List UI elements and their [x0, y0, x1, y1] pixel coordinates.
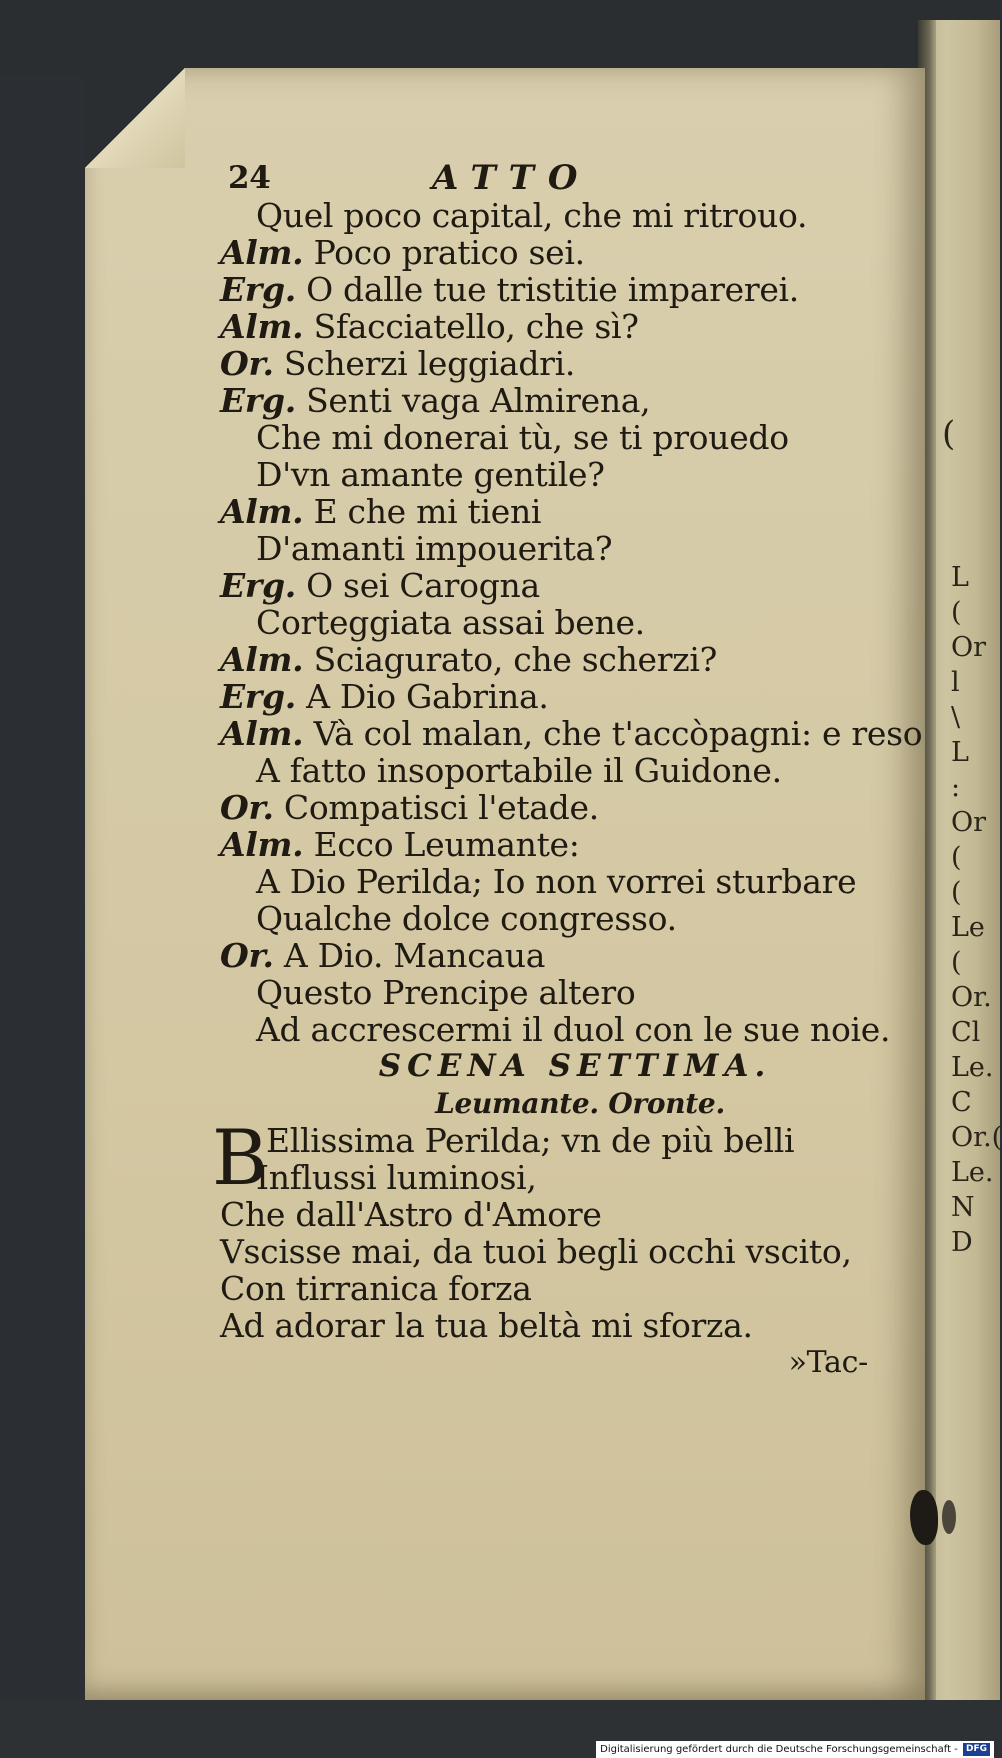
verse-line — [220, 382, 900, 419]
verse-line — [220, 900, 900, 937]
facing-page-fragment: ( — [951, 877, 962, 908]
facing-page-fragment: D — [951, 1227, 973, 1258]
speaker-name: Alm. — [220, 640, 304, 679]
dialogue-block — [220, 196, 923, 1049]
verse-text: D'amanti impouerita? — [256, 529, 613, 568]
verse-line — [220, 789, 900, 826]
verse-line — [220, 714, 923, 753]
facing-page-fragment: Or. — [951, 982, 992, 1013]
verse-text: Sciagurato, che scherzi? — [313, 640, 717, 679]
verse-text: A Dio. Mancaua — [283, 936, 546, 975]
facing-page-fragment: Cl — [951, 1017, 981, 1048]
scene-verse-line — [220, 1159, 900, 1196]
verse-text: O dalle tue tristitie imparerei. — [306, 270, 799, 309]
facing-page-fragment: ( — [951, 947, 962, 978]
facing-page-fragment: Le. — [951, 1052, 994, 1083]
verse-text: Compatisci l'etade. — [283, 788, 599, 827]
facing-page-fragment: N — [951, 1192, 975, 1223]
verse-text: Ecco Leumante: — [313, 825, 580, 864]
page-text — [212, 158, 923, 1381]
scene-verse-line — [220, 1233, 900, 1270]
verse-text: A Dio Gabrina. — [306, 677, 549, 716]
facing-page-fragment: Or — [951, 807, 987, 838]
verse-line — [220, 308, 900, 345]
catchword: »Tac- — [788, 1345, 868, 1380]
folded-corner-flap — [85, 68, 185, 168]
scene-verse-text: Ad adorar la tua beltà mi sforza. — [220, 1306, 753, 1345]
verse-text: Sfacciatello, che sì? — [313, 307, 639, 346]
dfg-logo: DFG — [963, 1743, 990, 1756]
facing-page-text — [951, 560, 1002, 1260]
digitization-footer — [596, 1741, 994, 1758]
facing-page-fragment: Le — [951, 912, 985, 943]
verse-text: Questo Prencipe altero — [256, 973, 636, 1012]
verse-line — [220, 530, 900, 567]
speaker-name: Alm. — [220, 233, 304, 272]
verse-text: O sei Carogna — [306, 566, 540, 605]
verse-text: Senti vaga Almirena, — [306, 381, 651, 420]
verse-line — [220, 197, 900, 234]
facing-page-fragment: L — [951, 562, 969, 593]
scene-verse-text: Con tirranica forza — [220, 1269, 532, 1308]
verse-text: Corteggiata assai bene. — [256, 603, 645, 642]
verse-text: E che mi tieni — [313, 492, 542, 531]
verse-line — [220, 345, 900, 382]
speaker-name: Alm. — [220, 825, 304, 864]
verse-line — [220, 641, 900, 678]
scene-verse-text: Vscisse mai, da tuoi begli occhi vscito, — [220, 1232, 852, 1271]
verse-text: A fatto insoportabile il Guidone. — [256, 751, 782, 790]
facing-page-fragment: \ — [951, 702, 961, 733]
running-title: ATTO — [432, 158, 592, 198]
facing-page-bracket: ( — [942, 414, 956, 454]
facing-page-fragment: L — [951, 737, 969, 768]
verse-text: Poco pratico sei. — [313, 233, 585, 272]
verse-line — [220, 1011, 900, 1048]
running-header — [220, 160, 900, 197]
speaker-name: Or. — [220, 788, 274, 827]
scene-verse-text: Che dall'Astro d'Amore — [220, 1195, 602, 1234]
scene-speech — [212, 1113, 900, 1345]
verse-text: Quel poco capital, che mi ritrouo. — [256, 196, 808, 235]
facing-page-fragment: C — [951, 1087, 972, 1118]
speaker-name: Or. — [220, 936, 274, 975]
scene-verse-line — [220, 1196, 900, 1233]
footer-text: Digitalisierung gefördert durch die Deutsche Forschungsgemeinschaft - — [600, 1744, 958, 1755]
ink-stain-small — [942, 1500, 956, 1534]
verse-line — [220, 604, 900, 641]
verse-line — [220, 456, 900, 493]
facing-page-fragment: Le. — [951, 1157, 994, 1188]
verse-text: Và col malan, che t'accòpagni: e reso — [313, 714, 923, 753]
speaker-name: Alm. — [220, 714, 304, 753]
facing-page-fragment: Or.( — [951, 1122, 1002, 1153]
verse-line — [220, 678, 900, 715]
scene-characters: Leumante. Oronte. — [435, 1087, 725, 1120]
scene-verse-line — [220, 1270, 900, 1307]
verse-line — [220, 974, 900, 1011]
facing-page-fragment: ( — [951, 842, 962, 873]
speaker-name: Or. — [220, 344, 274, 383]
verse-text: A Dio Perilda; Io non vorrei sturbare — [256, 862, 857, 901]
verse-line — [220, 863, 900, 900]
verse-text: Qualche dolce congresso. — [256, 899, 677, 938]
verse-line — [220, 234, 900, 271]
drop-cap: B — [212, 1113, 268, 1202]
verse-line — [220, 826, 900, 863]
verse-text: Ad accrescermi il duol con le sue noie. — [256, 1010, 891, 1049]
facing-page-fragment: l — [951, 667, 960, 698]
scene-heading: SCENA SETTIMA. — [378, 1048, 772, 1084]
verse-line — [220, 752, 900, 789]
page-number: 24 — [228, 160, 271, 196]
scene-verse-text: Influssi luminosi, — [256, 1158, 537, 1197]
facing-page-fragment: ( — [951, 597, 962, 628]
scene-verse-text: Ellissima Perilda; vn de più belli — [266, 1121, 795, 1160]
scan-background-top — [0, 0, 1000, 75]
verse-line — [220, 493, 900, 530]
speaker-name: Erg. — [220, 381, 296, 420]
verse-text: Scherzi leggiadri. — [283, 344, 576, 383]
verse-text: D'vn amante gentile? — [256, 455, 605, 494]
speaker-name: Erg. — [220, 270, 296, 309]
facing-page-fragment: : — [951, 772, 961, 803]
speaker-name: Erg. — [220, 566, 296, 605]
verse-line — [220, 271, 900, 308]
verse-line — [220, 937, 900, 974]
scene-verse-line — [220, 1307, 900, 1344]
verse-line — [220, 419, 900, 456]
speaker-name: Alm. — [220, 492, 304, 531]
speaker-name: Alm. — [220, 307, 304, 346]
facing-page-fragment: Or — [951, 632, 987, 663]
speaker-name: Erg. — [220, 677, 296, 716]
verse-text: Che mi donerai tù, se ti prouedo — [256, 418, 789, 457]
verse-line — [220, 567, 900, 604]
ink-stain — [910, 1490, 938, 1545]
